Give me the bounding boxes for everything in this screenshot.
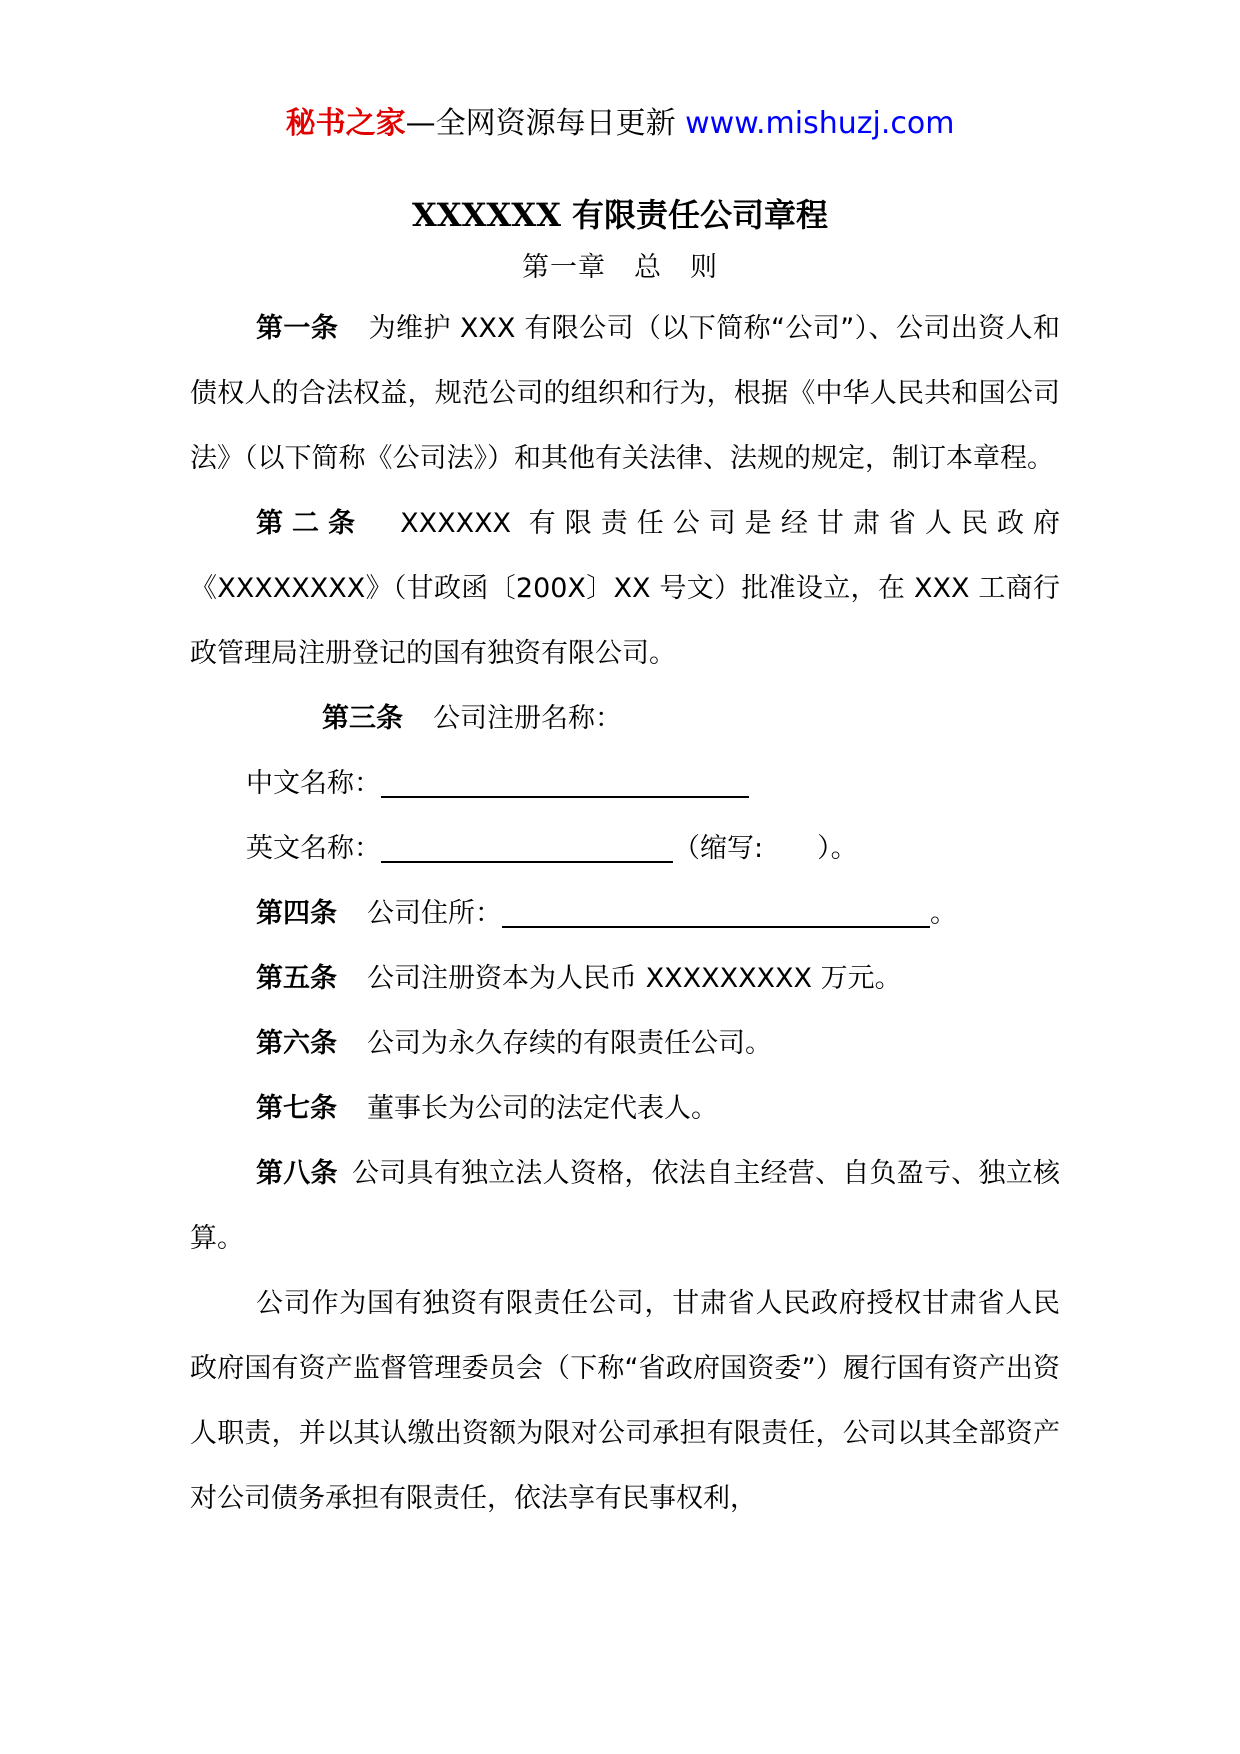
chinese-name-blank [381,768,749,798]
paragraph-state-owned: 公司作为国有独资有限责任公司，甘肃省人民政府授权甘肃省人民政府国有资产监督管理委员会（下称“省政府国资委”）履行国有资产出资人职责，并以其认缴出资额为限对公司承担有限责任，公司以其全部资产对公司债务承担有限责任，依法享有民事权利， [190,1288,1060,1514]
article-8 [190,1141,1060,1271]
article-3-text: 公司注册名称： [433,703,622,734]
article-1-label: 第一条 [256,313,339,344]
document-title: XXXXXX 有限责任公司章程 [411,196,829,234]
site-brand: 秘书之家 [285,106,406,141]
article-4-text: 公司住所： [367,898,502,929]
article-4-end: 。 [930,898,957,929]
article-3-label: 第三条 [322,703,403,734]
site-header [0,100,1240,148]
address-blank [502,898,930,928]
article-5-text: 公司注册资本为人民币 XXXXXXXXX 万元。 [367,963,902,994]
abbreviation-close: ）。 [817,833,858,864]
chapter-title: 第一章 总 则 [522,252,718,283]
article-1-text: 为维护 XXX 有限公司（以下简称“公司”）、公司出资人和债权人的合法权益，规范公司的组织和行为，根据《中华人民共和国公司法》（以下简称《公司法》）和其他有关法律、法规的规定，制订本章程。 [190,313,1060,474]
article-8-text: 公司具有独立法人资格，依法自主经营、自负盈亏、独立核算。 [190,1158,1061,1254]
chinese-name-row [190,751,1060,816]
article-6-text: 公司为永久存续的有限责任公司。 [367,1028,772,1059]
article-4-label: 第四条 [256,898,337,929]
article-7 [190,1076,1060,1141]
article-2-label: 第二条 [256,508,365,539]
article-1 [190,296,1060,491]
article-7-label: 第七条 [256,1093,337,1124]
article-2 [190,491,1060,686]
site-tagline: —全网资源每日更新 [405,106,686,141]
english-name-label: 英文名称： [246,833,381,864]
article-2-text: XXXXXX 有限责任公司是经甘肃省人民政府《XXXXXXXX》（甘政函〔200X〕XX 号文）批准设立，在 XXX 工商行政管理局注册登记的国有独资有限公司。 [190,508,1061,669]
english-name-blank [381,833,673,863]
chinese-name-label: 中文名称： [246,768,381,799]
article-6 [190,1011,1060,1076]
document-body [190,296,1060,1531]
article-5-label: 第五条 [256,963,337,994]
abbreviation-open: （缩写: [673,833,764,864]
article-8-label: 第八条 [256,1158,338,1189]
article-6-label: 第六条 [256,1028,337,1059]
article-5 [190,946,1060,1011]
article-3 [190,686,1060,751]
site-url-link[interactable]: www.mishuzj.com [685,106,955,141]
article-7-text: 董事长为公司的法定代表人。 [367,1093,718,1124]
english-name-row [190,816,1060,881]
article-4 [190,881,1060,946]
